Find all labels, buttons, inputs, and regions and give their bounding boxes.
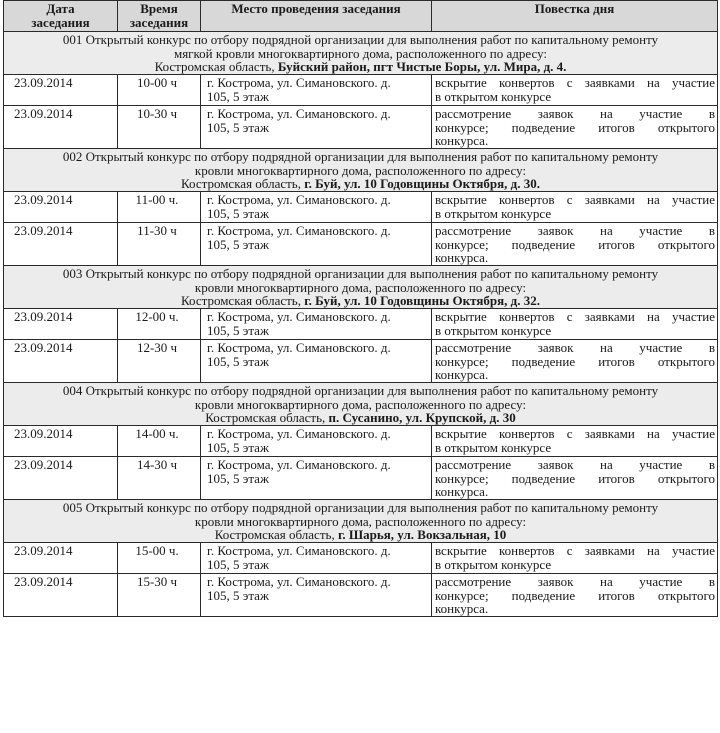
cell-agenda <box>432 75 718 106</box>
cell-date: 23.09.2014 <box>4 75 118 106</box>
cell-agenda <box>432 426 718 457</box>
lot-address-prefix: Костромская область, <box>205 410 329 425</box>
cell-place <box>201 192 432 223</box>
lot-row <box>4 32 718 75</box>
lot-address-prefix: Костромская область, <box>154 59 278 74</box>
table-row <box>4 309 718 340</box>
table-row <box>4 223 718 266</box>
cell-place <box>201 543 432 574</box>
agenda-line: конкурса. <box>435 133 489 148</box>
header-agenda: Повестка дня <box>432 1 718 32</box>
lot-address-bold: г. Шарья, ул. Вокзальная, 10 <box>337 527 507 542</box>
lot-address <box>8 411 713 425</box>
agenda-line: вскрытие конвертов с заявками на участие <box>435 192 715 207</box>
cell-date: 23.09.2014 <box>4 426 118 457</box>
cell-place <box>201 106 432 149</box>
agenda-line: конкурсе; подведение итогов открытого <box>435 353 715 369</box>
place-line: 105, 5 этаж <box>207 556 269 572</box>
cell-time: 14-00 ч. <box>118 426 201 457</box>
table-row <box>4 574 718 617</box>
lot-row <box>4 266 718 309</box>
cell-place <box>201 457 432 500</box>
agenda-line: конкурса. <box>435 367 489 382</box>
cell-time: 10-30 ч <box>118 106 201 149</box>
cell-time: 15-30 ч <box>118 574 201 617</box>
agenda-line: вскрытие конвертов с заявками на участие <box>435 426 715 441</box>
agenda-line: рассмотрение заявок на участие в <box>435 340 715 355</box>
lot-title-line: кровли многоквартирного дома, расположенного по адресу: <box>194 162 527 178</box>
cell-agenda <box>432 309 718 340</box>
place-line: 105, 5 этаж <box>207 439 269 455</box>
lot-title-line: мягкой кровли многоквартирного дома, расположенного по адресу: <box>173 45 548 61</box>
place-line: г. Кострома, ул. Симановского. д. <box>207 309 391 324</box>
lot-address-prefix: Костромская область, <box>214 527 338 542</box>
agenda-line: вскрытие конвертов с заявками на участие <box>435 543 715 558</box>
lot-address <box>8 528 713 542</box>
lot-title-line: 005 Открытый конкурс по отбору подрядной организации для выполнения работ по капитальному ремонту <box>62 500 659 515</box>
cell-time: 10-00 ч <box>118 75 201 106</box>
cell-date: 23.09.2014 <box>4 192 118 223</box>
place-line: г. Кострома, ул. Симановского. д. <box>207 543 391 558</box>
agenda-line: рассмотрение заявок на участие в <box>435 223 715 238</box>
agenda-line: вскрытие конвертов с заявками на участие <box>435 75 715 90</box>
cell-date: 23.09.2014 <box>4 223 118 266</box>
lot-address-bold: г. Буй, ул. 10 Годовщины Октября, д. 32. <box>304 293 540 308</box>
lot-address <box>8 177 713 191</box>
cell-agenda <box>432 574 718 617</box>
cell-place <box>201 223 432 266</box>
place-line: 105, 5 этаж <box>207 587 269 603</box>
agenda-line: конкурса. <box>435 601 489 616</box>
table-header-row <box>4 1 718 32</box>
cell-agenda <box>432 223 718 266</box>
agenda-line: конкурсе; подведение итогов открытого <box>435 236 715 252</box>
agenda-line: вскрытие конвертов с заявками на участие <box>435 309 715 324</box>
lot-address <box>8 294 713 308</box>
cell-time: 11-30 ч <box>118 223 201 266</box>
lot-address-bold: г. Буй, ул. 10 Годовщины Октября, д. 30. <box>304 176 540 191</box>
cell-place <box>201 340 432 383</box>
cell-agenda <box>432 457 718 500</box>
cell-agenda <box>432 543 718 574</box>
cell-time: 14-30 ч <box>118 457 201 500</box>
meetings-table <box>3 0 718 617</box>
agenda-line: конкурсе; подведение итогов открытого <box>435 587 715 603</box>
lot-address-prefix: Костромская область, <box>180 293 305 308</box>
table-row <box>4 75 718 106</box>
place-line: 105, 5 этаж <box>207 470 269 486</box>
place-line: г. Кострома, ул. Симановского. д. <box>207 223 391 238</box>
lot-address <box>8 60 713 74</box>
cell-date: 23.09.2014 <box>4 106 118 149</box>
place-line: г. Кострома, ул. Симановского. д. <box>207 574 391 589</box>
lot-heading <box>4 32 718 75</box>
agenda-line: конкурсе; подведение итогов открытого <box>435 119 715 135</box>
place-line: 105, 5 этаж <box>207 88 269 104</box>
agenda-line: в открытом конкурсе <box>435 88 552 104</box>
lot-title-line: кровли многоквартирного дома, расположенного по адресу: <box>194 513 527 529</box>
place-line: г. Кострома, ул. Симановского. д. <box>207 457 391 472</box>
place-line: 105, 5 этаж <box>207 353 269 369</box>
header-date: Дата заседания <box>4 1 118 32</box>
lot-title-line: 003 Открытый конкурс по отбору подрядной организации для выполнения работ по капитальному ремонту <box>62 266 659 281</box>
table-body <box>4 32 718 617</box>
header-place: Место проведения заседания <box>201 1 432 32</box>
table-row <box>4 426 718 457</box>
table-row <box>4 340 718 383</box>
agenda-line: рассмотрение заявок на участие в <box>435 574 715 589</box>
agenda-line: в открытом конкурсе <box>435 205 552 221</box>
table-row <box>4 106 718 149</box>
lot-address-bold: Буйский район, пгт Чистые Боры, ул. Мира, д. 4. <box>277 59 567 74</box>
place-line: г. Кострома, ул. Симановского. д. <box>207 192 391 207</box>
cell-time: 11-00 ч. <box>118 192 201 223</box>
agenda-line: рассмотрение заявок на участие в <box>435 457 715 472</box>
agenda-line: конкурса. <box>435 484 489 499</box>
lot-heading <box>4 500 718 543</box>
agenda-line: рассмотрение заявок на участие в <box>435 106 715 121</box>
cell-date: 23.09.2014 <box>4 543 118 574</box>
lot-heading <box>4 149 718 192</box>
lot-heading <box>4 383 718 426</box>
header-time: Время заседания <box>118 1 201 32</box>
cell-place <box>201 75 432 106</box>
table-row <box>4 457 718 500</box>
lot-title-line: кровли многоквартирного дома, расположенного по адресу: <box>194 396 527 412</box>
cell-agenda <box>432 192 718 223</box>
cell-place <box>201 574 432 617</box>
table-row <box>4 543 718 574</box>
place-line: г. Кострома, ул. Симановского. д. <box>207 426 391 441</box>
lot-address-prefix: Костромская область, <box>180 176 305 191</box>
cell-place <box>201 309 432 340</box>
lot-row <box>4 149 718 192</box>
lot-row <box>4 500 718 543</box>
lot-title-line: 001 Открытый конкурс по отбору подрядной организации для выполнения работ по капитальному ремонту <box>62 32 659 47</box>
cell-date: 23.09.2014 <box>4 340 118 383</box>
place-line: г. Кострома, ул. Симановского. д. <box>207 340 391 355</box>
agenda-line: конкурса. <box>435 250 489 265</box>
cell-agenda <box>432 106 718 149</box>
lot-title-line: кровли многоквартирного дома, расположенного по адресу: <box>194 279 527 295</box>
cell-time: 15-00 ч. <box>118 543 201 574</box>
lot-address-bold: п. Сусанино, ул. Крупской, д. 30 <box>328 410 516 425</box>
agenda-line: конкурсе; подведение итогов открытого <box>435 470 715 486</box>
lot-title-line: 004 Открытый конкурс по отбору подрядной организации для выполнения работ по капитальному ремонту <box>62 383 659 398</box>
cell-time: 12-00 ч. <box>118 309 201 340</box>
table-row <box>4 192 718 223</box>
cell-place <box>201 426 432 457</box>
cell-time: 12-30 ч <box>118 340 201 383</box>
place-line: 105, 5 этаж <box>207 236 269 252</box>
place-line: 105, 5 этаж <box>207 205 269 221</box>
cell-date: 23.09.2014 <box>4 457 118 500</box>
cell-agenda <box>432 340 718 383</box>
lot-title-line: 002 Открытый конкурс по отбору подрядной организации для выполнения работ по капитальному ремонту <box>62 149 659 164</box>
place-line: г. Кострома, ул. Симановского. д. <box>207 75 391 90</box>
agenda-line: в открытом конкурсе <box>435 439 552 455</box>
lot-row <box>4 383 718 426</box>
cell-date: 23.09.2014 <box>4 574 118 617</box>
agenda-line: в открытом конкурсе <box>435 322 552 338</box>
cell-date: 23.09.2014 <box>4 309 118 340</box>
agenda-line: в открытом конкурсе <box>435 556 552 572</box>
place-line: 105, 5 этаж <box>207 322 269 338</box>
place-line: г. Кострома, ул. Симановского. д. <box>207 106 391 121</box>
lot-heading <box>4 266 718 309</box>
place-line: 105, 5 этаж <box>207 119 269 135</box>
